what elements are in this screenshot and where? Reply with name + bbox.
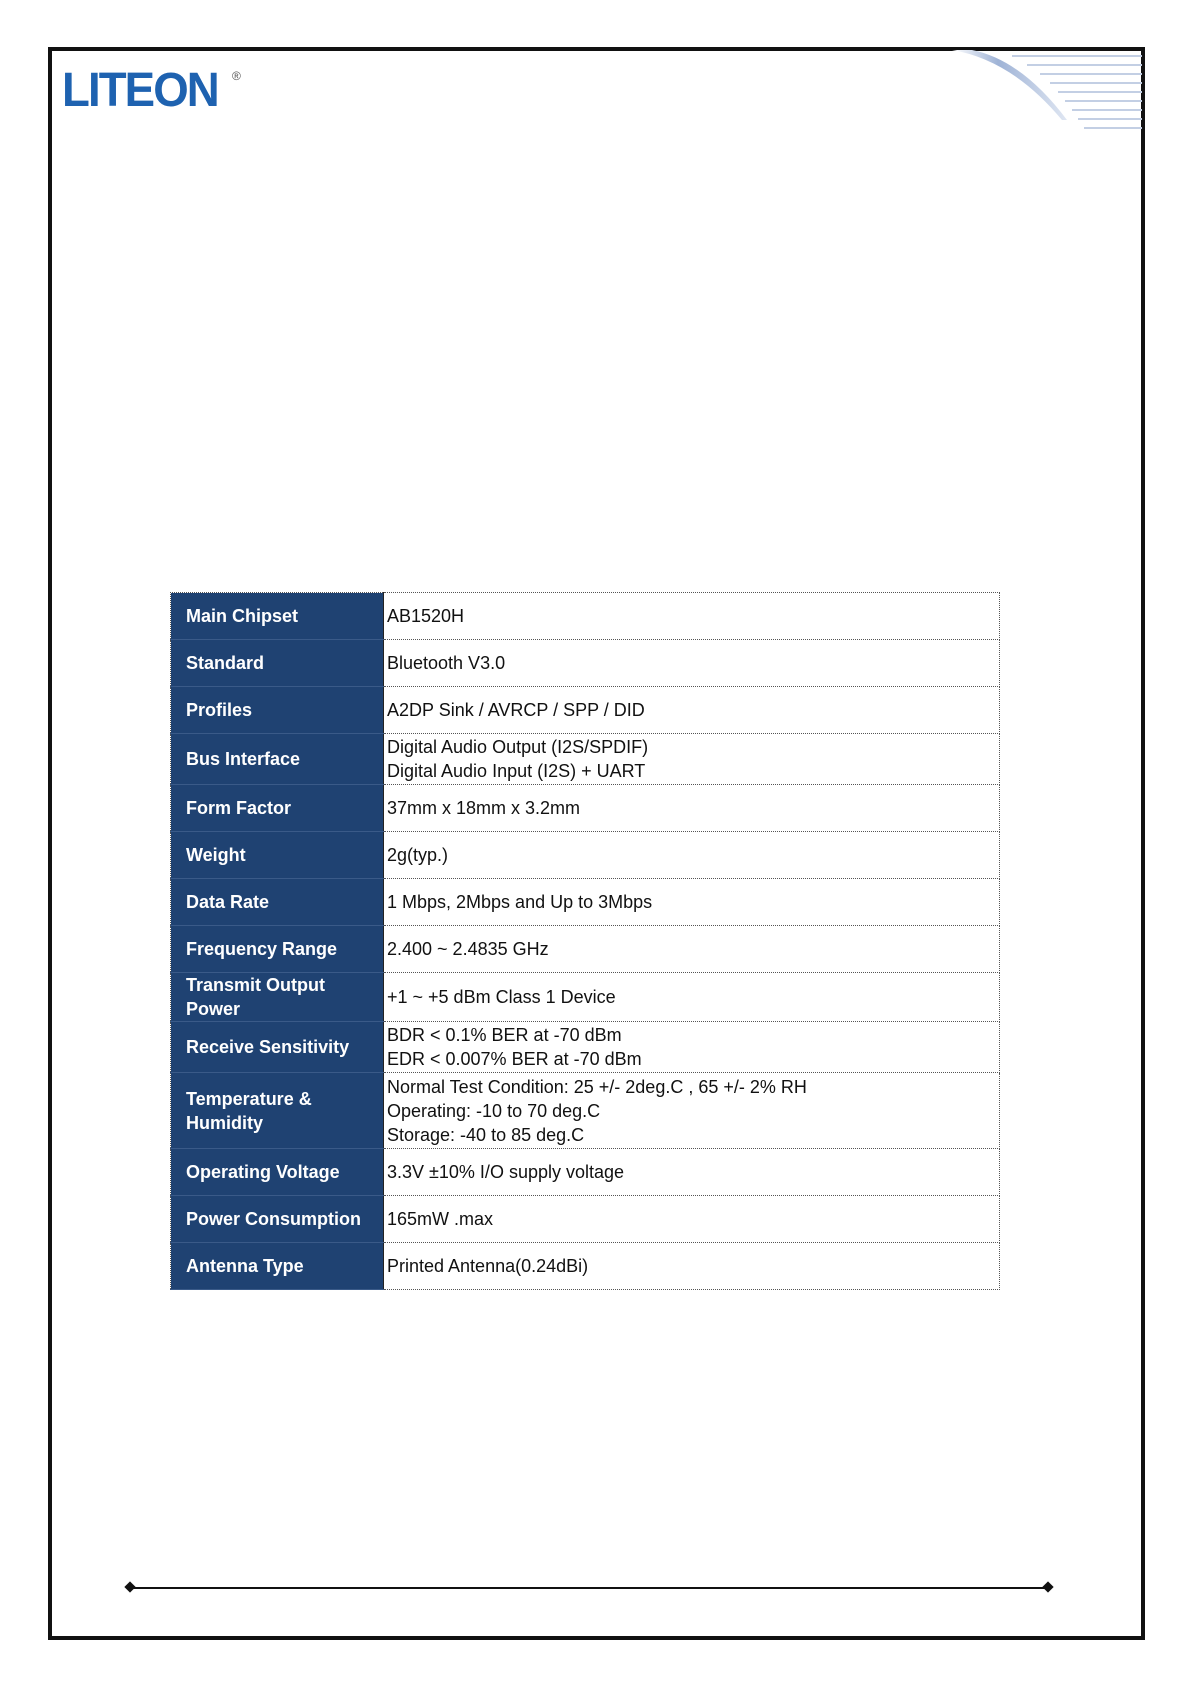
footer-rule xyxy=(128,1587,1050,1589)
spec-value-line: Printed Antenna(0.24dBi) xyxy=(387,1256,589,1276)
spec-row xyxy=(171,973,1000,1022)
spec-row xyxy=(171,1022,1000,1073)
spec-value-line: +1 ~ +5 dBm Class 1 Device xyxy=(387,987,616,1007)
spec-row xyxy=(171,879,1000,926)
spec-value-line: Bluetooth V3.0 xyxy=(387,653,506,673)
spec-row xyxy=(171,832,1000,879)
corner-stripes-decoration xyxy=(952,50,1142,135)
spec-value xyxy=(384,785,1000,832)
spec-row xyxy=(171,1149,1000,1196)
liteon-logo xyxy=(62,64,241,117)
spec-label xyxy=(171,640,384,687)
spec-row xyxy=(171,1196,1000,1243)
spec-value xyxy=(384,640,1000,687)
spec-label-text: Receive Sensitivity xyxy=(186,1037,350,1057)
registered-mark: ® xyxy=(232,69,241,83)
spec-value-line: Operating: -10 to 70 deg.C xyxy=(387,1100,601,1121)
spec-row xyxy=(171,640,1000,687)
spec-label-text: Standard xyxy=(186,653,265,673)
spec-value-line: 1 Mbps, 2Mbps and Up to 3Mbps xyxy=(387,892,653,912)
spec-value-line: 2.400 ~ 2.4835 GHz xyxy=(387,939,549,959)
spec-value xyxy=(384,593,1000,640)
spec-value xyxy=(384,926,1000,973)
spec-label xyxy=(171,1243,384,1290)
spec-value-line: BDR < 0.1% BER at -70 dBm xyxy=(387,1025,622,1045)
spec-value-line: Storage: -40 to 85 deg.C xyxy=(387,1124,585,1145)
spec-value-line: Digital Audio Output (I2S/SPDIF) xyxy=(387,737,649,757)
spec-label xyxy=(171,593,384,640)
spec-row xyxy=(171,926,1000,973)
logo-text: LITEON xyxy=(62,64,218,117)
spec-value xyxy=(384,1149,1000,1196)
spec-value-line: 37mm x 18mm x 3.2mm xyxy=(387,798,581,818)
spec-value xyxy=(384,973,1000,1022)
spec-row xyxy=(171,593,1000,640)
spec-label-text: Bus Interface xyxy=(186,749,301,769)
spec-label xyxy=(171,1022,384,1073)
spec-label-text: Frequency Range xyxy=(186,939,338,959)
spec-label xyxy=(171,926,384,973)
spec-label-text: Main Chipset xyxy=(186,606,299,626)
spec-value xyxy=(384,832,1000,879)
spec-row xyxy=(171,1073,1000,1149)
spec-value xyxy=(384,1022,1000,1073)
spec-label-text: Profiles xyxy=(186,700,253,720)
spec-label xyxy=(171,832,384,879)
spec-label-text: Temperature & xyxy=(186,1088,312,1109)
spec-value xyxy=(384,734,1000,785)
spec-row xyxy=(171,1243,1000,1290)
spec-label xyxy=(171,1073,384,1149)
spec-label xyxy=(171,1196,384,1243)
spec-label xyxy=(171,785,384,832)
spec-label-text: Form Factor xyxy=(186,798,292,818)
spec-value xyxy=(384,879,1000,926)
spec-value-line: AB1520H xyxy=(387,606,465,626)
spec-label-text: Data Rate xyxy=(186,892,270,912)
spec-label-text: Power Consumption xyxy=(186,1209,361,1229)
spec-label-text: Humidity xyxy=(186,1112,264,1133)
spec-value-line: 2g(typ.) xyxy=(387,845,449,865)
spec-label-text: Operating Voltage xyxy=(186,1162,340,1182)
spec-label xyxy=(171,734,384,785)
specifications-table xyxy=(170,592,1000,1290)
spec-value xyxy=(384,1073,1000,1149)
spec-label xyxy=(171,687,384,734)
spec-value-line: Digital Audio Input (I2S) + UART xyxy=(387,761,646,781)
spec-value xyxy=(384,1196,1000,1243)
spec-value-line: 165mW .max xyxy=(387,1209,494,1229)
spec-row xyxy=(171,734,1000,785)
spec-value-line: 3.3V ±10% I/O supply voltage xyxy=(387,1162,625,1182)
spec-value-line: Normal Test Condition: 25 +/- 2deg.C , 65 +/- 2% RH xyxy=(387,1076,807,1097)
spec-value xyxy=(384,1243,1000,1290)
spec-label-text: Transmit Output Power xyxy=(186,975,325,1019)
spec-label xyxy=(171,879,384,926)
spec-row xyxy=(171,785,1000,832)
spec-label-text: Antenna Type xyxy=(186,1256,304,1276)
spec-value xyxy=(384,687,1000,734)
spec-label xyxy=(171,973,384,1022)
spec-value-line: EDR < 0.007% BER at -70 dBm xyxy=(387,1049,642,1069)
spec-label xyxy=(171,1149,384,1196)
spec-value-line: A2DP Sink / AVRCP / SPP / DID xyxy=(387,700,645,720)
spec-row xyxy=(171,687,1000,734)
spec-label-text: Weight xyxy=(186,845,246,865)
